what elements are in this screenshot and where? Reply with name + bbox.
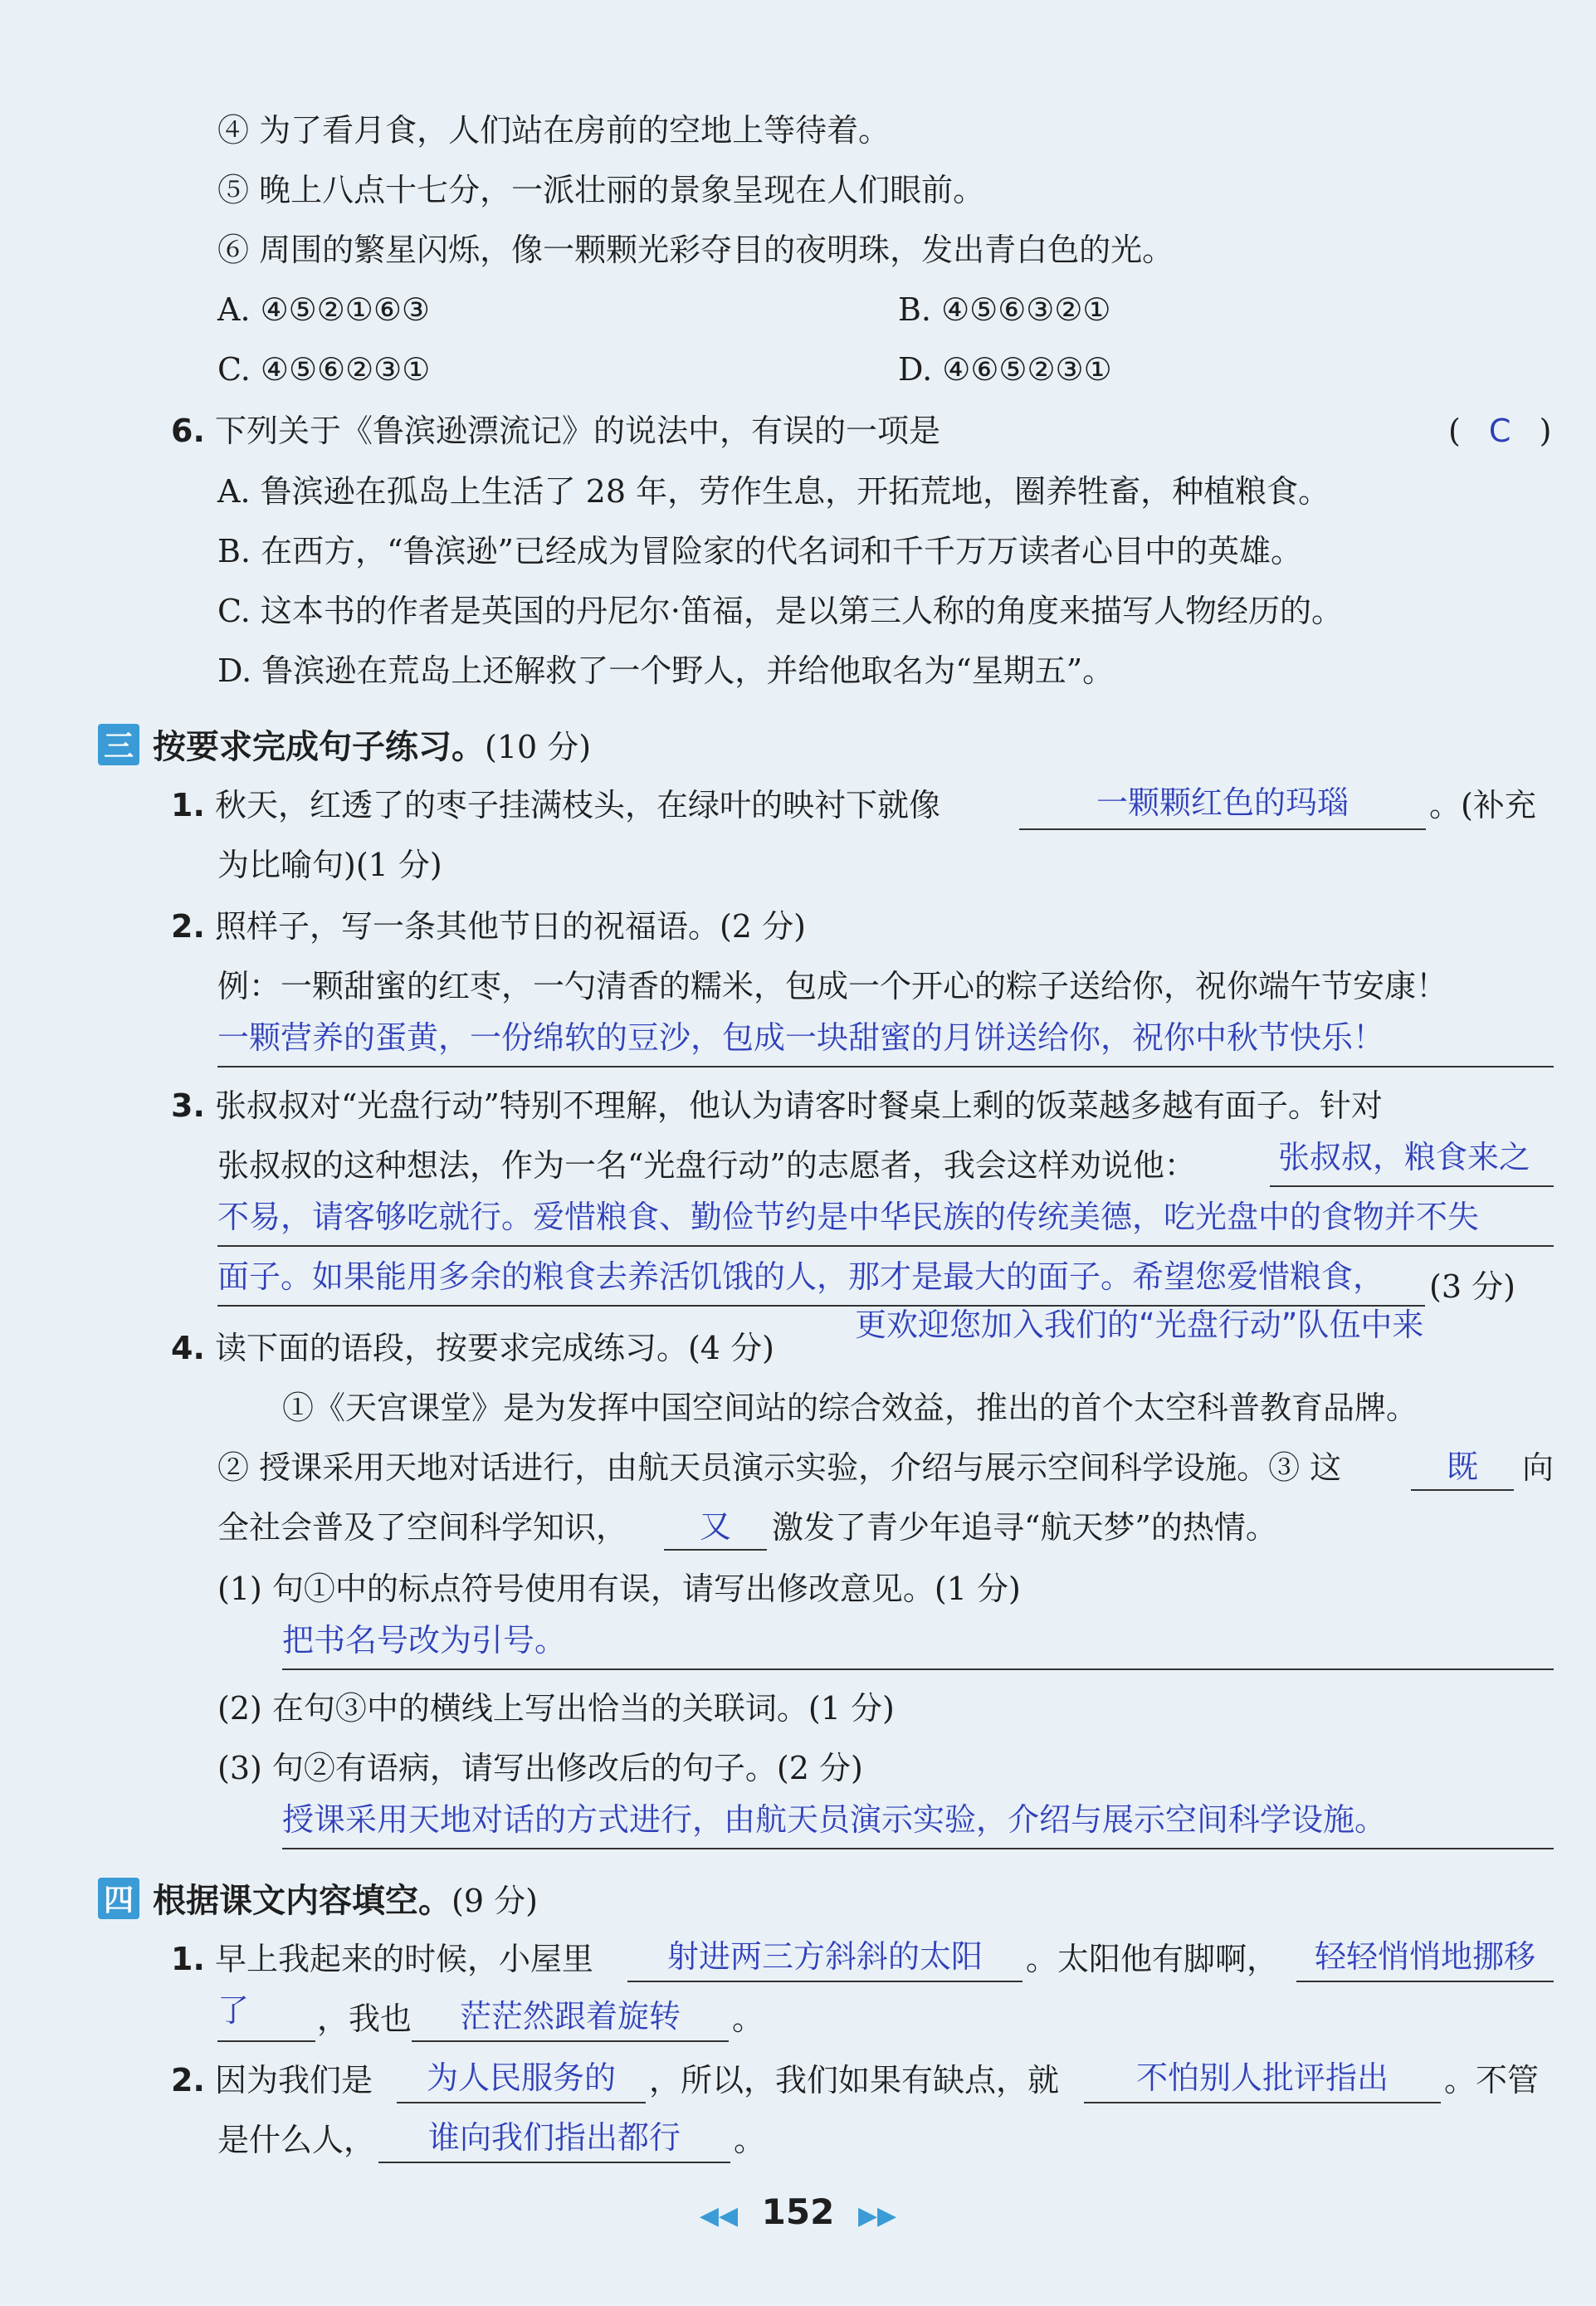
s3-q1-blank — [1019, 828, 1426, 830]
s3-q1-text-b: 。(补充 — [1429, 787, 1536, 823]
s4-q1-text-a: 早上我起来的时候，小屋里 — [214, 1941, 593, 1977]
q6-answer-paren — [1448, 413, 1551, 449]
s4-q1-answer-3: 茫茫然跟着旋转 — [459, 1998, 681, 2035]
s3-q4-sub-3: (3) 句②有语病，请写出修改后的句子。(2 分) — [217, 1750, 863, 1786]
q6-option-d: D. 鲁滨逊在荒岛上还解救了一个野人，并给他取名为“星期五”。 — [217, 652, 1115, 689]
q5-option-b: B. ④⑤⑥③②① — [898, 291, 1111, 328]
section-4-title — [153, 1874, 538, 1922]
s4-q1-blank-3 — [412, 2040, 729, 2042]
s3-q2-answer: 一颗营养的蛋黄，一份绵软的豆沙，包成一块甜蜜的月饼送给你，祝你中秋节快乐！ — [217, 1019, 1385, 1056]
s4-q2-text-d: 是什么人， — [217, 2122, 376, 2158]
s4-q1-answer-2a: 轻轻悄悄地挪移 — [1314, 1938, 1535, 1975]
q6-question — [171, 413, 940, 451]
s3-q4-para-2a: ② 授课采用天地对话进行，由航天员演示实验，介绍与展示空间科学设施。③ 这 — [217, 1449, 1342, 1486]
q6-number: 6. — [171, 413, 205, 449]
section-3-title — [153, 721, 591, 768]
q6-option-a: A. 鲁滨逊在孤岛上生活了 28 年，劳作生息，开拓荒地，圈养牲畜，种植粮食。 — [217, 473, 1330, 510]
s3-q1-answer: 一颗颗红色的玛瑙 — [1096, 784, 1349, 821]
s3-q4-blank-2 — [664, 1549, 767, 1551]
s4-q1-answer-2b: 了 — [217, 1992, 250, 2029]
s3-q4-para-3a: 全社会普及了空间科学知识， — [217, 1509, 628, 1546]
section-3-header — [98, 721, 591, 768]
q6-option-b: B. 在西方，“鲁滨逊”已经成为冒险家的代名词和千千万万读者心目中的英雄。 — [217, 533, 1302, 569]
previous-page-arrows-icon: ◀◀ — [699, 2201, 739, 2230]
s3-q4-blank-1-answer: 既 — [1446, 1449, 1478, 1485]
s3-q3-blank-2 — [217, 1245, 1554, 1247]
s3-q4-para-1: ①《天宫课堂》是为发挥中国空间站的综合效益，推出的首个太空科普教育品牌。 — [282, 1390, 1418, 1426]
s3-q4-blank-1 — [1411, 1489, 1514, 1491]
page-footer — [0, 2191, 1596, 2232]
paren-open: ( — [1448, 413, 1461, 449]
q5-option-a: A. ④⑤②①⑥③ — [217, 291, 430, 328]
s3-q3-score: (3 分) — [1429, 1268, 1515, 1305]
q6-stem: 下列关于《鲁滨逊漂流记》的说法中，有误的一项是 — [214, 413, 940, 449]
s3-q3-line1 — [171, 1087, 1383, 1126]
s3-q4-para-3b: 激发了青少年追寻“航天梦”的热情。 — [772, 1509, 1277, 1546]
s3-q1-number: 1. — [171, 787, 205, 823]
s3-q3-text-b: 张叔叔的这种想法，作为一名“光盘行动”的志愿者，我会这样劝说他： — [217, 1147, 1196, 1184]
s4-q1-line1 — [171, 1941, 593, 1979]
s3-q3-answer-4: 更欢迎您加入我们的“光盘行动”队伍中来 — [855, 1307, 1424, 1343]
s3-q2-text: 照样子，写一条其他节日的祝福语。(2 分) — [214, 908, 806, 945]
s4-q1-blank-2b — [217, 2040, 315, 2042]
paren-close: ) — [1539, 413, 1552, 449]
s3-q2-number: 2. — [171, 908, 205, 945]
s4-q2-number: 2. — [171, 2062, 205, 2098]
s4-q2-blank-2 — [1084, 2102, 1441, 2103]
s3-q4-sub-2: (2) 在句③中的横线上写出恰当的关联词。(1 分) — [217, 1690, 895, 1727]
s3-q2-line — [171, 908, 806, 946]
s3-q2-blank — [217, 1066, 1554, 1068]
s3-q4-sub-3-answer: 授课采用天地对话的方式进行，由航天员演示实验，介绍与展示空间科学设施。 — [282, 1801, 1387, 1838]
section-3-title-text: 按要求完成句子练习。 — [153, 728, 485, 766]
s3-q4-number: 4. — [171, 1330, 205, 1366]
s4-q1-number: 1. — [171, 1941, 205, 1977]
s3-q4-blank-2-answer: 又 — [699, 1508, 731, 1545]
s4-q2-line1 — [171, 2062, 373, 2100]
s3-q3-answer-1: 张叔叔，粮食来之 — [1278, 1139, 1531, 1175]
s4-q1-blank-2a — [1296, 1981, 1554, 1982]
s3-q2-example: 例：一颗甜蜜的红枣，一勺清香的糯米，包成一个开心的粽子送给你，祝你端午节安康！ — [217, 968, 1448, 1004]
s4-q2-text-b: ，所以，我们如果有缺点，就 — [649, 2062, 1060, 2098]
s4-q2-text-e: 。 — [734, 2122, 766, 2158]
s3-q4-text: 读下面的语段，按要求完成练习。(4 分) — [214, 1330, 774, 1366]
page-number: 152 — [761, 2191, 835, 2232]
section-4-header — [98, 1874, 538, 1922]
s4-q2-text-a: 因为我们是 — [214, 2062, 373, 2098]
s4-q1-blank-1 — [627, 1981, 1023, 1982]
section-3-badge: 三 — [98, 724, 139, 765]
q5-item-6: ⑥ 周围的繁星闪烁，像一颗颗光彩夺目的夜明珠，发出青白色的光。 — [217, 232, 1174, 268]
s4-q2-blank-3 — [378, 2162, 730, 2163]
s3-q1-text-c: 为比喻句)(1 分) — [217, 847, 442, 883]
s3-q3-number: 3. — [171, 1087, 205, 1124]
q6-answer: C — [1488, 413, 1511, 449]
next-page-arrows-icon: ▶▶ — [857, 2201, 897, 2230]
q5-item-5: ⑤ 晚上八点十七分，一派壮丽的景象呈现在人们眼前。 — [217, 172, 985, 208]
q5-item-4: ④ 为了看月食，人们站在房前的空地上等待着。 — [217, 112, 891, 149]
s3-q4-sub-1: (1) 句①中的标点符号使用有误，请写出修改意见。(1 分) — [217, 1571, 1021, 1607]
s3-q4-sub-1-answer: 把书名号改为引号。 — [282, 1622, 567, 1659]
s3-q3-answer-2: 不易，请客够吃就行。爱惜粮食、勤俭节约是中华民族的传统美德，吃光盘中的食物并不失 — [217, 1199, 1480, 1235]
s3-q3-blank-1 — [1270, 1185, 1554, 1187]
q5-option-c: C. ④⑤⑥②③① — [217, 351, 431, 388]
s3-q1-text-a: 秋天，红透了的枣子挂满枝头，在绿叶的映衬下就像 — [214, 787, 940, 823]
section-3-score: (10 分) — [485, 729, 592, 765]
section-4-score: (9 分) — [451, 1883, 538, 1919]
q5-option-d: D. ④⑥⑤②③① — [898, 351, 1112, 388]
s3-q3-answer-3: 面子。如果能用多余的粮食去养活饥饿的人，那才是最大的面子。希望您爱惜粮食， — [217, 1258, 1385, 1295]
s3-q4-line — [171, 1330, 774, 1368]
section-4-badge: 四 — [98, 1878, 139, 1919]
s4-q2-answer-3: 谁向我们指出都行 — [427, 2119, 681, 2156]
s4-q2-text-c: 。不管 — [1444, 2062, 1540, 2098]
section-4-title-text: 根据课文内容填空。 — [153, 1882, 451, 1920]
s4-q1-text-c: ，我也 — [317, 2001, 412, 2037]
s3-q1-line1 — [171, 787, 940, 825]
s3-q4-sub-3-blank — [282, 1848, 1554, 1849]
s3-q4-sub-1-blank — [282, 1668, 1554, 1670]
s3-q4-para-2b: 向 — [1522, 1449, 1555, 1486]
s4-q1-text-d: 。 — [732, 2001, 764, 2037]
s3-q3-text-a: 张叔叔对“光盘行动”特别不理解，他认为请客时餐桌上剩的饭菜越多越有面子。针对 — [214, 1087, 1383, 1124]
s4-q1-answer-1: 射进两三方斜斜的太阳 — [666, 1938, 983, 1975]
s4-q1-text-b: 。太阳他有脚啊， — [1026, 1941, 1279, 1977]
s4-q2-answer-2: 不怕别人批评指出 — [1135, 2059, 1389, 2096]
q6-option-c: C. 这本书的作者是英国的丹尼尔·笛福，是以第三人称的角度来描写人物经历的。 — [217, 593, 1343, 629]
s4-q2-blank-1 — [397, 2102, 646, 2103]
s4-q2-answer-1: 为人民服务的 — [426, 2059, 616, 2096]
